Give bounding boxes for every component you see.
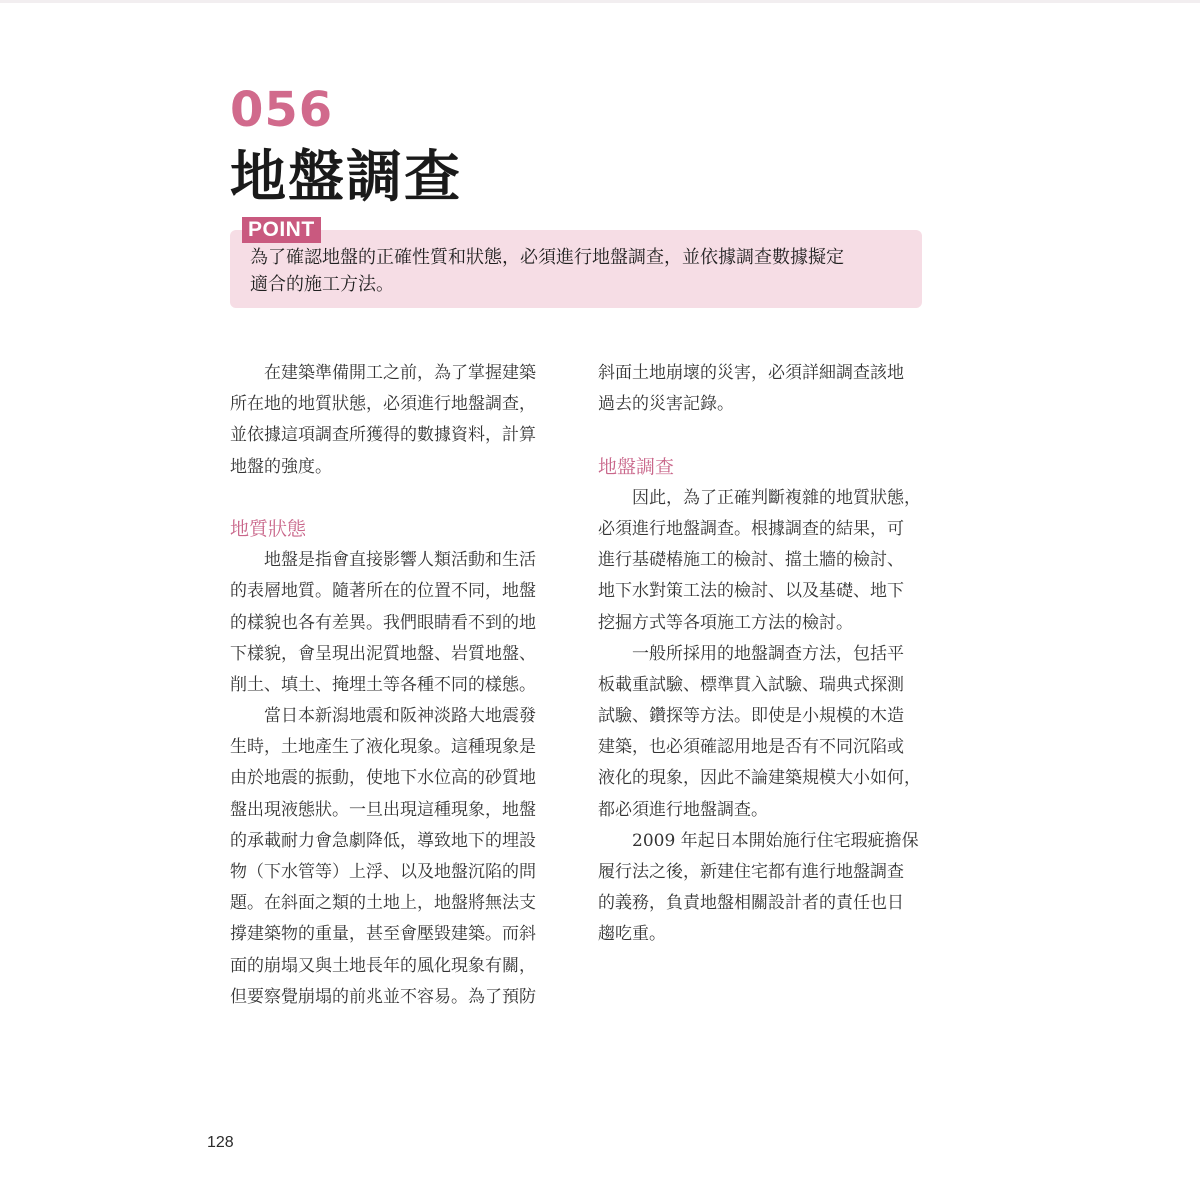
- point-text: [250, 244, 912, 298]
- body-line: 液化的現象，因此不論建築規模大小如何，: [598, 768, 921, 789]
- body-line: 一般所採用的地盤調查方法，包括平: [598, 643, 904, 664]
- point-text-line: 適合的施工方法。: [250, 274, 394, 295]
- body-line: 必須進行地盤調查。根據調查的結果，可: [598, 518, 904, 539]
- body-line: 地下水對策工法的檢討、以及基礎、地下: [598, 581, 904, 602]
- body-line: 的承載耐力會急劇降低，導致地下的埋設: [230, 830, 536, 851]
- body-line: 削土、填土、掩埋土等各種不同的樣態。: [230, 674, 536, 695]
- subheading-ground-survey: 地盤調查: [598, 455, 675, 478]
- body-line: 過去的災害記錄。: [598, 394, 734, 415]
- top-rule: [0, 0, 1200, 3]
- right-column: [598, 358, 928, 951]
- body-line: 的樣貌也各有差異。我們眼睛看不到的地: [230, 612, 536, 633]
- body-line: 進行基礎樁施工的檢討、擋土牆的檢討、: [598, 550, 904, 571]
- body-line: 都必須進行地盤調查。: [598, 799, 768, 820]
- page-number: 128: [207, 1134, 234, 1151]
- body-line: 因此，為了正確判斷複雜的地質狀態，: [598, 487, 921, 508]
- body-line: 試驗、鑽探等方法。即使是小規模的木造: [598, 706, 904, 727]
- body-line: 2009 年起日本開始施行住宅瑕疵擔保: [598, 830, 919, 851]
- section-number: 056: [230, 82, 334, 138]
- paragraph-gap: [598, 420, 928, 451]
- page-title: 地盤調查: [230, 145, 462, 210]
- body-line: 建築，也必須確認用地是否有不同沉陷或: [598, 737, 904, 758]
- body-line: 斜面土地崩壞的災害，必須詳細調查該地: [598, 363, 904, 383]
- body-line: 地盤是指會直接影響人類活動和生活: [230, 550, 536, 571]
- body-line: 地盤的強度。: [230, 456, 332, 477]
- paragraph-gap: [230, 483, 560, 514]
- body-line: 所在地的地質狀態，必須進行地盤調查，: [230, 394, 536, 415]
- body-line: 下樣貌，會呈現出泥質地盤、岩質地盤、: [230, 643, 536, 664]
- subheading-geology: 地質狀態: [230, 517, 307, 540]
- body-line: 撐建築物的重量，甚至會壓毀建築。而斜: [230, 924, 536, 945]
- body-line: 並依據這項調查所獲得的數據資料，計算: [230, 425, 536, 446]
- body-line: 面的崩塌又與土地長年的風化現象有關，: [230, 955, 536, 976]
- body-line: 物（下水管等）上浮、以及地盤沉陷的問: [230, 862, 536, 882]
- body-line: 的表層地質。隨著所在的位置不同，地盤: [230, 581, 536, 602]
- body-line: 但要察覺崩塌的前兆並不容易。為了預防: [230, 986, 536, 1007]
- body-line: 的義務，負責地盤相關設計者的責任也日: [598, 893, 904, 914]
- body-line: 趨吃重。: [598, 924, 666, 945]
- body-line: 當日本新潟地震和阪神淡路大地震發: [230, 706, 536, 727]
- left-column: [230, 358, 560, 1013]
- body-line: 題。在斜面之類的土地上，地盤將無法支: [230, 893, 536, 914]
- point-tag: POINT: [242, 217, 321, 243]
- body-line: 挖掘方式等各項施工方法的檢討。: [598, 612, 853, 633]
- body-line: 板載重試驗、標準貫入試驗、瑞典式探測: [598, 674, 904, 695]
- point-text-line: 為了確認地盤的正確性質和狀態，必須進行地盤調查，並依據調查數據擬定: [250, 247, 844, 268]
- body-line: 由於地震的振動，使地下水位高的砂質地: [230, 768, 536, 789]
- body-line: 生時，土地產生了液化現象。這種現象是: [230, 737, 536, 758]
- body-line: 盤出現液態狀。一旦出現這種現象，地盤: [230, 799, 536, 820]
- body-line: 在建築準備開工之前，為了掌握建築: [230, 363, 536, 383]
- body-line: 履行法之後，新建住宅都有進行地盤調查: [598, 862, 904, 882]
